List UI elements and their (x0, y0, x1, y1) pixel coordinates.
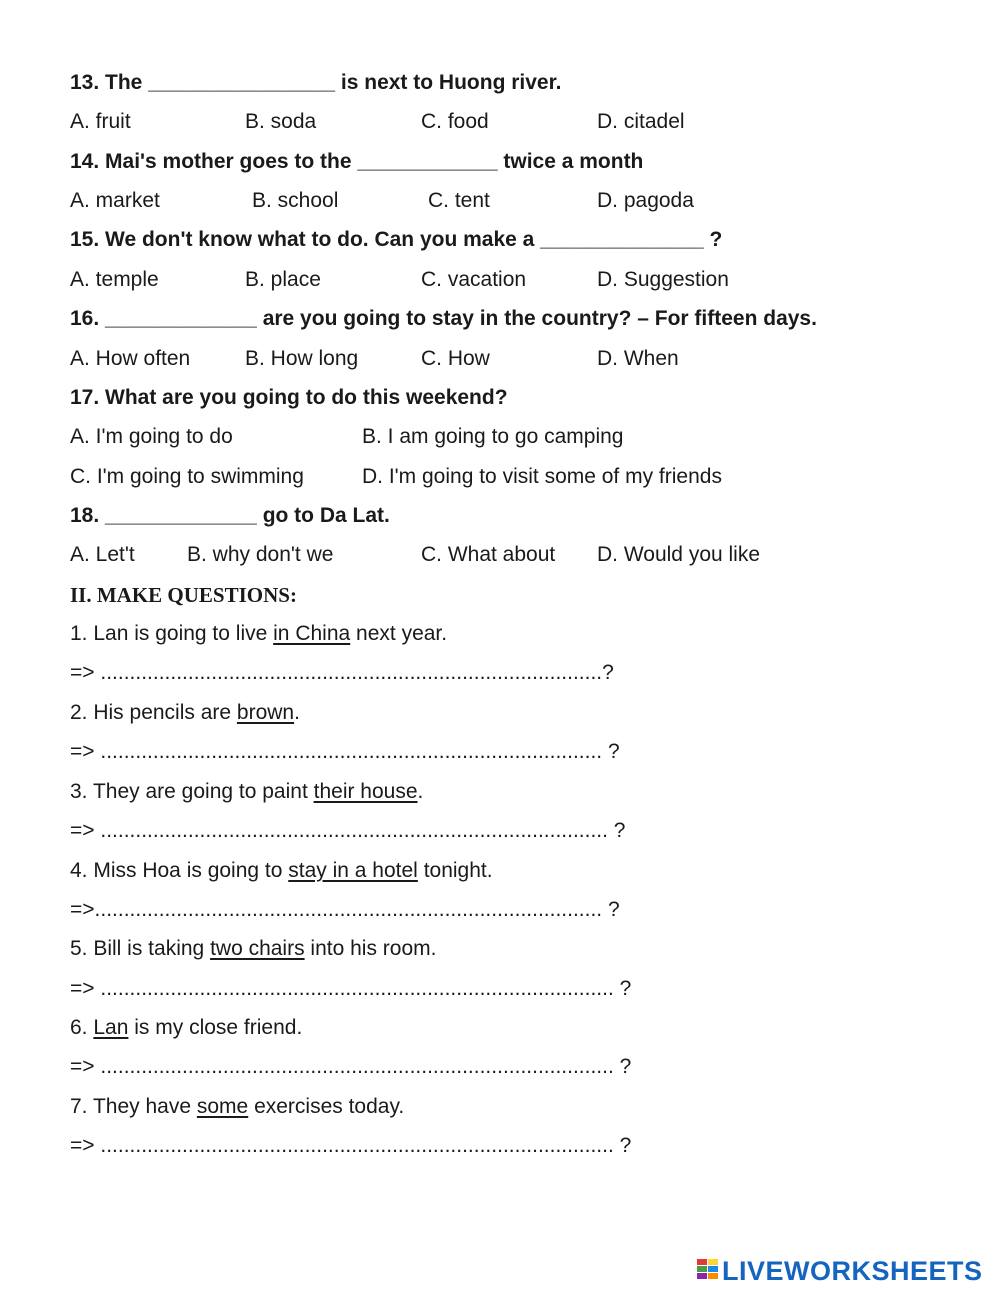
option-a: A. fruit (70, 110, 131, 133)
underlined-phrase: brown (236, 701, 295, 724)
option-b: B. why don't we (187, 543, 334, 566)
underlined-phrase: stay in a hotel (288, 859, 418, 882)
option-c: C. tent (428, 189, 490, 212)
option-d: D. Would you like (597, 543, 761, 566)
option-d: D. When (597, 347, 679, 370)
answer-line: => ........................................................................................ ? (70, 1134, 632, 1157)
prompt-sentence: 6. Lan is my close friend. (70, 1016, 303, 1039)
question-stem: 13. The ________________ is next to Huong river. (70, 71, 562, 94)
liveworksheets-logo[interactable] (697, 1256, 983, 1287)
section-title: II. MAKE QUESTIONS: (70, 583, 297, 607)
answer-line: => ....................................................................................... ? (70, 819, 626, 842)
option-c: C. food (421, 110, 489, 133)
answer-line: => ........................................................................................ ? (70, 977, 632, 1000)
option-b: B. place (245, 268, 321, 291)
option-d: D. I'm going to visit some of my friends (362, 465, 722, 488)
option-a: A. Let't (70, 543, 135, 566)
option-a: A. I'm going to do (70, 425, 233, 448)
question-stem: 15. We don't know what to do. Can you make a ______________ ? (70, 228, 723, 251)
prompt-sentence: 5. Bill is taking two chairs into his room. (70, 937, 437, 960)
option-a: A. temple (70, 268, 159, 291)
liveworksheets-logo-icon (697, 1259, 719, 1285)
option-d: D. Suggestion (597, 268, 729, 291)
option-c: C. How (421, 347, 490, 370)
underlined-phrase: some (196, 1095, 249, 1118)
option-a: A. How often (70, 347, 191, 370)
option-c: C. I'm going to swimming (70, 465, 304, 488)
option-b: B. school (252, 189, 339, 212)
underlined-phrase: Lan (93, 1016, 129, 1039)
option-c: C. What about (421, 543, 556, 566)
option-b: B. How long (245, 347, 359, 370)
question-stem: 18. _____________ go to Da Lat. (70, 504, 390, 527)
answer-line: => ........................................................................................ ? (70, 1055, 632, 1078)
option-a: A. market (70, 189, 160, 212)
underlined-phrase: two chairs (210, 937, 305, 960)
answer-line: => ......................................................................................? (70, 661, 614, 684)
prompt-sentence: 4. Miss Hoa is going to stay in a hotel tonight. (70, 859, 493, 882)
logo-text: LIVEWORKSHEETS (722, 1256, 983, 1286)
prompt-sentence: 3. They are going to paint their house. (70, 780, 424, 803)
prompt-sentence: 2. His pencils are brown. (70, 701, 300, 724)
underlined-phrase: their house (313, 780, 418, 803)
question-stem: 16. _____________ are you going to stay in the country? – For fifteen days. (70, 307, 817, 330)
question-stem: 17. What are you going to do this weekend? (70, 386, 508, 409)
option-d: D. pagoda (597, 189, 694, 212)
underlined-phrase: in China (273, 622, 351, 645)
option-b: B. soda (245, 110, 317, 133)
option-b: B. I am going to go camping (362, 425, 624, 448)
prompt-sentence: 7. They have some exercises today. (70, 1095, 405, 1118)
option-d: D. citadel (597, 110, 685, 133)
option-c: C. vacation (421, 268, 527, 291)
question-stem: 14. Mai's mother goes to the ____________ twice a month (70, 150, 644, 173)
prompt-sentence: 1. Lan is going to live in China next year. (70, 622, 448, 645)
answer-line: =>....................................................................................... ? (70, 898, 620, 921)
answer-line: => ...................................................................................... ? (70, 740, 620, 763)
